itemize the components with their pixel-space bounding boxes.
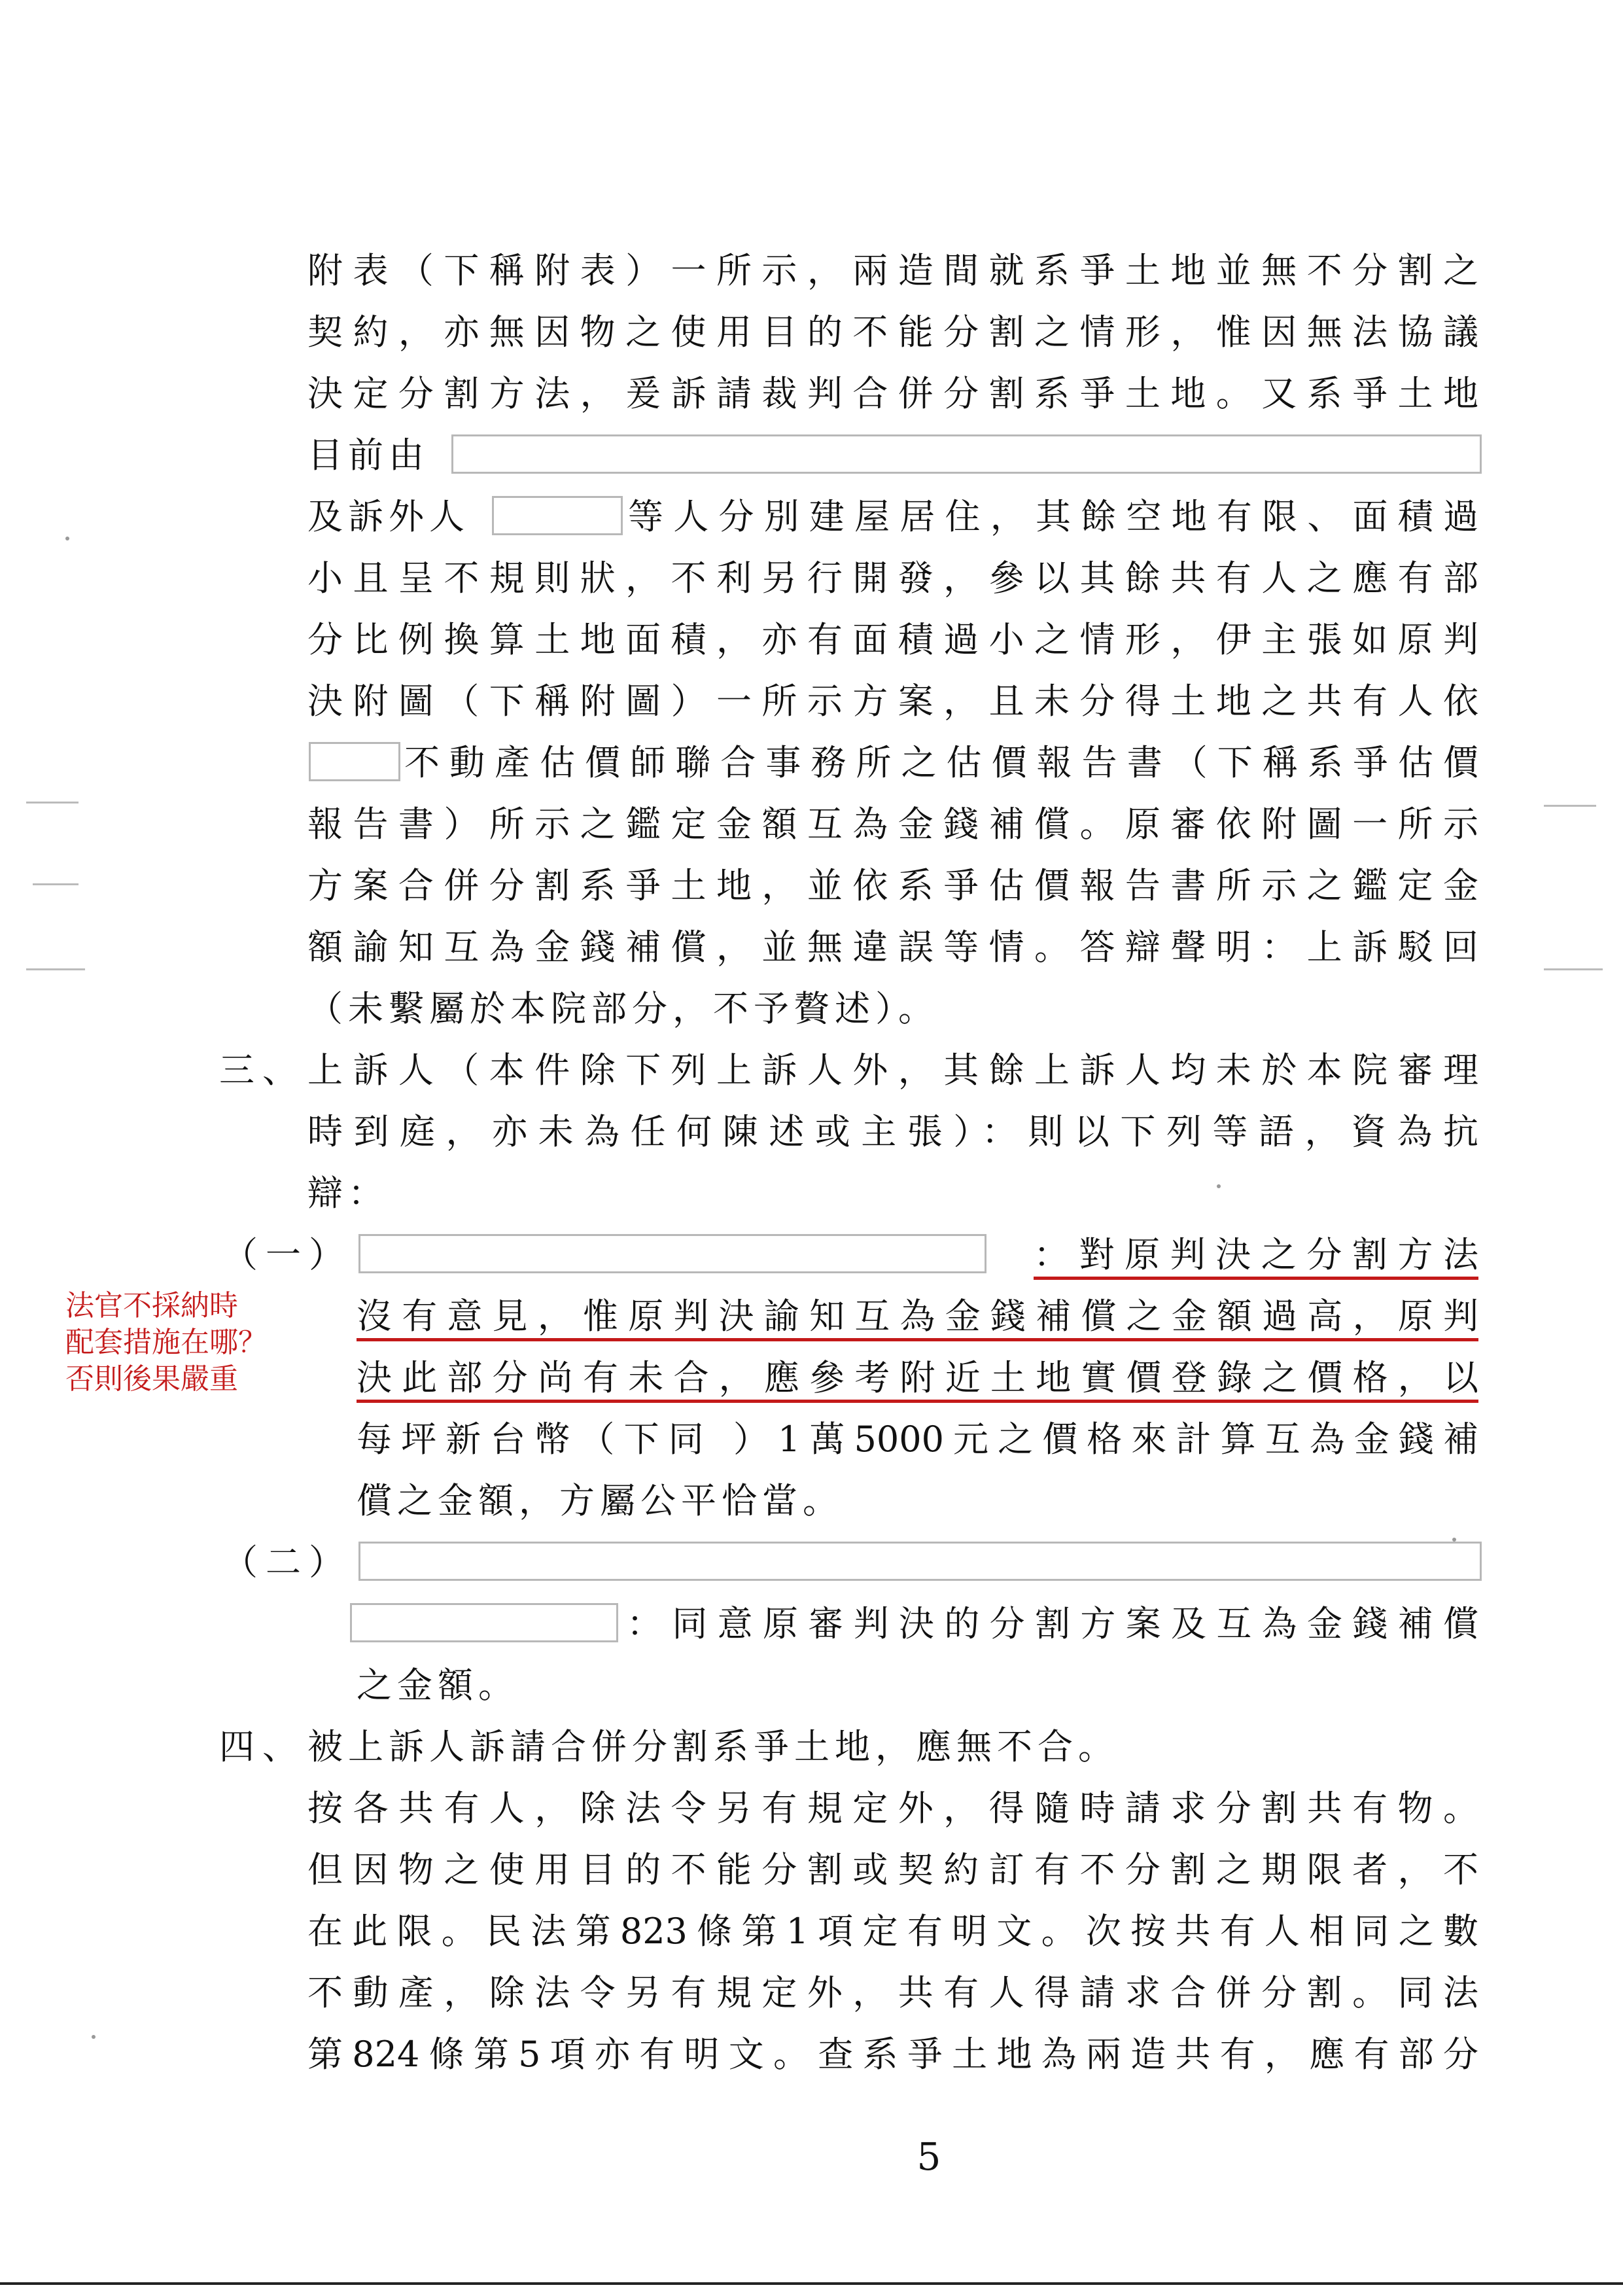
scan-artifact bbox=[1544, 968, 1603, 970]
body-line: 在此限。民法第823條第1項定有明文。次按共有人相同之數 bbox=[307, 1911, 1478, 1952]
highlighted-text: 沒有意見，惟原判決諭知互為金錢補償之金額過高，原判 bbox=[357, 1296, 1478, 1341]
body-line: 等人分別建屋居住，其餘空地有限、面積過 bbox=[628, 496, 1478, 537]
annotation-line: 配套措施在哪？ bbox=[65, 1326, 267, 1359]
scan-artifact bbox=[26, 802, 79, 804]
body-line: 分比例換算土地面積，亦有面積過小之情形，伊主張如原判 bbox=[307, 619, 1478, 660]
body-line: ：同意原審判決的分割方案及互為金錢補償 bbox=[627, 1603, 1478, 1644]
redacted-block bbox=[358, 1542, 1482, 1581]
annotation-line: 否則後果嚴重 bbox=[65, 1362, 238, 1396]
body-line: 之金額。 bbox=[357, 1665, 519, 1706]
scan-artifact bbox=[1544, 805, 1596, 807]
body-line: 償之金額，方屬公平恰當。 bbox=[357, 1480, 843, 1521]
body-line bbox=[357, 1354, 1478, 1402]
body-text: 及訴外人 bbox=[307, 496, 470, 537]
scan-artifact bbox=[92, 2035, 96, 2039]
redacted-block bbox=[350, 1603, 618, 1642]
highlighted-text: 決此部分尚有未合，應參考附近土地實價登錄之價格，以 bbox=[357, 1357, 1478, 1403]
body-line: 被上訴人訴請合併分割系爭土地，應無不合。 bbox=[307, 1726, 1119, 1767]
body-line: 附表（下稱附表）一所示，兩造間就系爭土地並無不分割之 bbox=[307, 250, 1478, 291]
body-line: 小且呈不規則狀，不利另行開發，參以其餘共有人之應有部 bbox=[307, 557, 1478, 599]
scan-edge bbox=[0, 2282, 1623, 2285]
body-line: 決附圖（下稱附圖）一所示方案，且未分得土地之共有人依 bbox=[307, 680, 1478, 722]
body-line: 按各共有人，除法令另有規定外，得隨時請求分割共有物。 bbox=[307, 1788, 1478, 1829]
body-line: 契約，亦無因物之使用目的不能分割之情形，惟因無法協議 bbox=[307, 311, 1478, 353]
item-marker: （二） bbox=[222, 1542, 352, 1583]
body-line: （未繫屬於本院部分，不予贅述）。 bbox=[307, 988, 939, 1029]
redacted-block bbox=[451, 434, 1482, 474]
scan-artifact bbox=[26, 968, 85, 970]
body-line bbox=[1034, 1231, 1478, 1279]
annotation-line: 法官不採納時 bbox=[65, 1289, 238, 1322]
body-line: 上訴人（本件除下列上訴人外，其餘上訴人均未於本院審理 bbox=[307, 1050, 1478, 1091]
body-line: 第824條第5項亦有明文。查系爭土地為兩造共有，應有部分 bbox=[307, 2034, 1478, 2075]
scan-artifact bbox=[1217, 1184, 1221, 1188]
body-line: 方案合併分割系爭土地，並依系爭估價報告書所示之鑑定金 bbox=[307, 865, 1478, 906]
body-line: 但因物之使用目的不能分割或契約訂有不分割之期限者，不 bbox=[307, 1849, 1478, 1890]
body-line: 額諭知互為金錢補償，並無違誤等情。答辯聲明：上訴駁回 bbox=[307, 927, 1478, 968]
section-marker: 三、 bbox=[219, 1050, 305, 1091]
scan-artifact bbox=[33, 883, 79, 885]
body-line: 決定分割方法，爰訴請裁判合併分割系爭土地。又系爭土地 bbox=[307, 373, 1478, 414]
body-line: 報告書）所示之鑑定金額互為金錢補償。原審依附圖一所示 bbox=[307, 804, 1478, 845]
item-marker: （一） bbox=[222, 1234, 352, 1275]
body-line: 時到庭，亦未為任何陳述或主張）：則以下列等語，資為抗 bbox=[307, 1111, 1478, 1152]
redacted-block bbox=[358, 1234, 986, 1273]
section-marker: 四、 bbox=[219, 1726, 305, 1767]
redacted-block bbox=[492, 496, 623, 535]
margin-annotation bbox=[65, 1288, 314, 1398]
scan-artifact bbox=[1452, 1538, 1456, 1542]
body-line: 不動產，除法令另有規定外，共有人得請求合併分割。同法 bbox=[307, 1972, 1478, 2013]
body-line bbox=[357, 1293, 1478, 1340]
highlighted-text: ：對原判決之分割方法 bbox=[1034, 1234, 1478, 1280]
redacted-block bbox=[309, 742, 400, 781]
body-line: 不動產估價師聯合事務所之估價報告書（下稱系爭估價 bbox=[404, 742, 1478, 783]
page-number: 5 bbox=[916, 2134, 941, 2179]
body-line: 辯： bbox=[307, 1173, 389, 1214]
body-text: 目前由 bbox=[307, 434, 429, 476]
scan-artifact bbox=[65, 537, 69, 540]
body-line: 每坪新台幣（下同 ）1萬5000元之價格來計算互為金錢補 bbox=[357, 1419, 1478, 1460]
